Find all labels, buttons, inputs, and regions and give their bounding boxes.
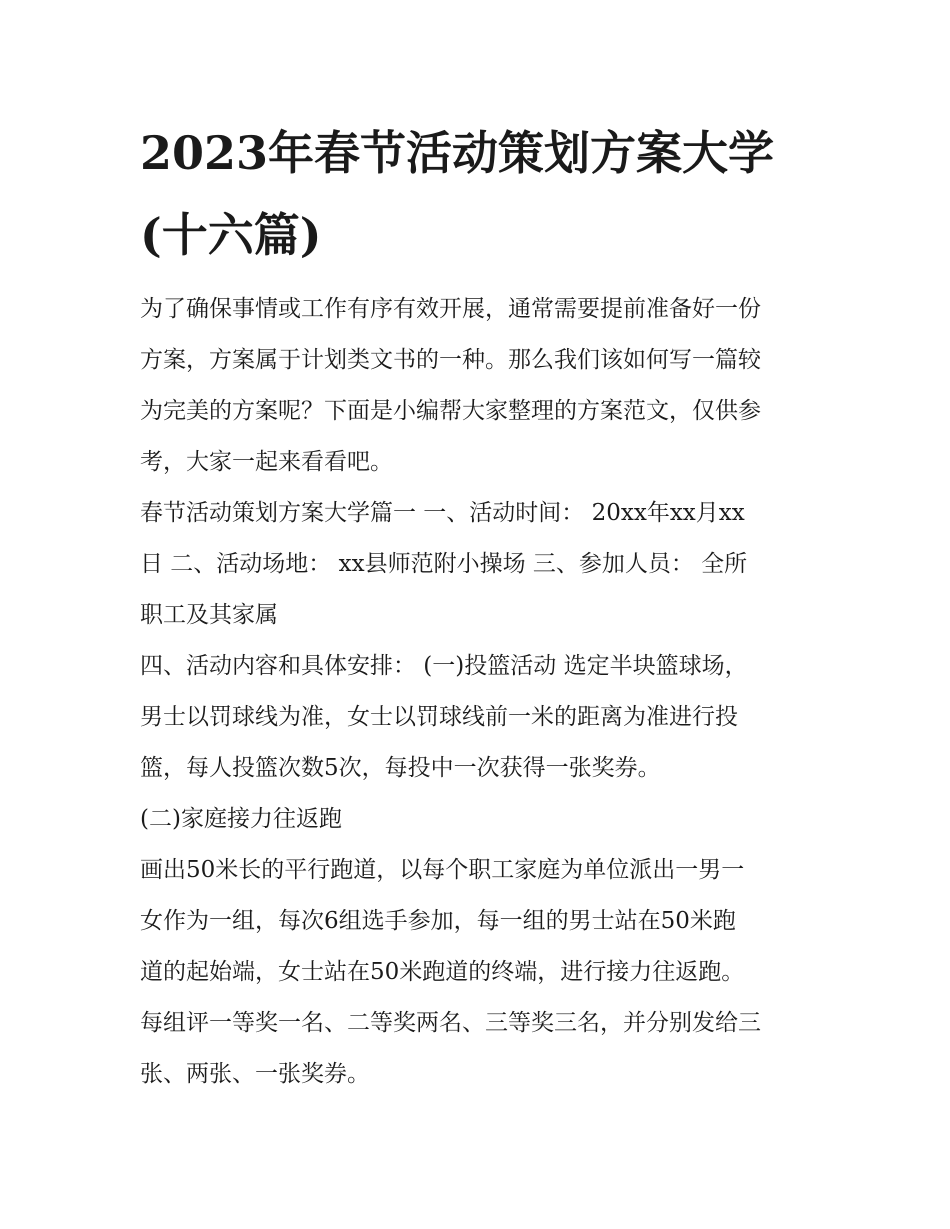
- text-line: 道的起始端，女士站在50米跑道的终端，进行接力往返跑。: [140, 959, 745, 985]
- document-title: [140, 112, 820, 276]
- paragraph-relay-heading: [140, 794, 820, 845]
- text-line: 日 二、活动场地： xx县师范附小操场 三、参加人员： 全所: [140, 551, 748, 577]
- paragraph-intro: [140, 284, 820, 488]
- text-line: 每组评一等奖一名、二等奖两名、三等奖三名，并分别发给三: [140, 1010, 761, 1036]
- text-line: 春节活动策划方案大学篇一 一、活动时间： 20xx年xx月xx: [140, 500, 745, 526]
- text-line: 职工及其家属: [140, 602, 278, 628]
- document-body: [140, 284, 820, 1100]
- title-line: 2023年春节活动策划方案大学: [140, 126, 775, 180]
- paragraph-basketball: [140, 641, 820, 794]
- text-line: (二)家庭接力往返跑: [140, 806, 342, 832]
- text-line: 为了确保事情或工作有序有效开展，通常需要提前准备好一份: [140, 296, 761, 322]
- document-page: [140, 112, 820, 1100]
- text-line: 画出50米长的平行跑道，以每个职工家庭为单位派出一男一: [140, 857, 745, 883]
- text-line: 四、活动内容和具体安排： (一)投篮活动 选定半块篮球场，: [140, 653, 748, 679]
- text-line: 张、两张、一张奖券。: [140, 1061, 370, 1087]
- text-line: 为完美的方案呢？下面是小编帮大家整理的方案范文，仅供参: [140, 398, 761, 424]
- text-line: 方案，方案属于计划类文书的一种。那么我们该如何写一篇较: [140, 347, 761, 373]
- title-line: (十六篇): [140, 208, 322, 262]
- paragraph-schedule: [140, 488, 820, 641]
- text-line: 考，大家一起来看看吧。: [140, 449, 393, 475]
- text-line: 男士以罚球线为准，女士以罚球线前一米的距离为准进行投: [140, 704, 738, 730]
- paragraph-relay: [140, 845, 820, 1100]
- text-line: 女作为一组，每次6组选手参加，每一组的男士站在50米跑: [140, 908, 736, 934]
- text-line: 篮，每人投篮次数5次，每投中一次获得一张奖券。: [140, 755, 661, 781]
